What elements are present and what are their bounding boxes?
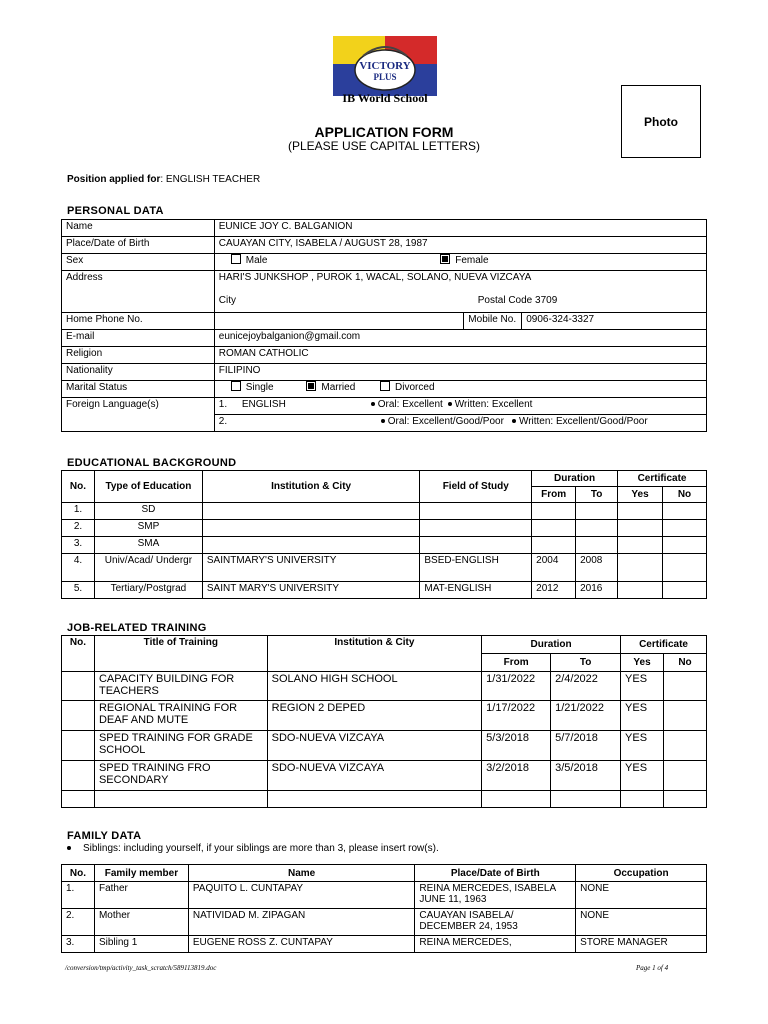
train-institution[interactable]: SDO-NUEVA VIZCAYA [267, 761, 481, 791]
position-value: : ENGLISH TEACHER [160, 174, 261, 185]
lang1-number: 1. [218, 399, 228, 410]
edu-type: Univ/Acad/ Undergr [94, 554, 202, 582]
train-to[interactable]: 2/4/2022 [551, 672, 621, 701]
edu-yes[interactable] [618, 582, 663, 599]
family-heading: FAMILY DATA [67, 830, 142, 842]
sex-label: Sex [62, 254, 215, 271]
lang1-oral: Oral: Excellent [377, 399, 443, 410]
train-col-duration: Duration [482, 636, 621, 654]
table-row [62, 537, 707, 554]
lang2-number: 2. [218, 416, 228, 427]
edu-from[interactable]: 2004 [532, 554, 576, 582]
male-option: Male [245, 255, 268, 266]
train-from[interactable]: 1/17/2022 [482, 701, 551, 731]
train-col-no2: No [664, 654, 707, 672]
train-col-yes: Yes [621, 654, 664, 672]
fam-name[interactable]: PAQUITO L. CUNTAPAY [188, 882, 415, 909]
train-institution[interactable] [267, 791, 481, 808]
train-no-cert[interactable] [664, 672, 707, 701]
education-table [61, 470, 707, 599]
lang2-oral: Oral: Excellent/Good/Poor [387, 416, 504, 427]
form-subtitle: (PLEASE USE CAPITAL LETTERS) [287, 139, 481, 153]
edu-col-no: No. [62, 471, 95, 503]
pob-value[interactable]: CAUAYAN CITY, ISABELA / AUGUST 28, 1987 [214, 237, 706, 254]
edu-no: 4. [62, 554, 95, 582]
edu-no: 5. [62, 582, 95, 599]
male-checkbox[interactable] [231, 254, 241, 264]
table-row [62, 701, 707, 731]
mobile-value[interactable]: 0906-324-3327 [522, 313, 707, 330]
train-col-title: Title of Training [94, 636, 267, 672]
edu-field[interactable] [420, 520, 532, 537]
footer-page: Page 1 of 4 [636, 964, 669, 972]
edu-institution[interactable] [202, 520, 419, 537]
language-1[interactable] [214, 398, 706, 415]
edu-col-no2: No [662, 487, 706, 503]
family-note [67, 843, 439, 854]
edu-from[interactable] [532, 520, 576, 537]
family-table [61, 864, 707, 953]
table-row [62, 503, 707, 520]
address-cell[interactable] [214, 271, 706, 313]
edu-no-cert[interactable] [662, 537, 706, 554]
train-no [62, 791, 95, 808]
home-phone-label: Home Phone No. [62, 313, 215, 330]
fam-member: Father [94, 882, 188, 909]
edu-col-field: Field of Study [420, 471, 532, 503]
edu-from[interactable]: 2012 [532, 582, 576, 599]
language-label: Foreign Language(s) [62, 398, 215, 432]
edu-institution[interactable]: SAINTMARY'S UNIVERSITY [202, 554, 419, 582]
edu-type: SMP [94, 520, 202, 537]
table-row [62, 672, 707, 701]
education-heading: EDUCATIONAL BACKGROUND [67, 457, 237, 469]
edu-institution[interactable] [202, 503, 419, 520]
train-col-certificate: Certificate [621, 636, 707, 654]
table-row [62, 520, 707, 537]
fam-col-member: Family member [94, 865, 188, 882]
train-no [62, 761, 95, 791]
school-name: IB World School [342, 91, 428, 105]
train-no [62, 672, 95, 701]
address-label: Address [62, 271, 215, 313]
train-institution[interactable]: SOLANO HIGH SCHOOL [267, 672, 481, 701]
edu-to[interactable] [576, 520, 618, 537]
train-yes[interactable] [621, 791, 664, 808]
fam-pob[interactable]: REINA MERCEDES, ISABELA JUNE 11, 1963 [415, 882, 576, 909]
train-yes[interactable]: YES [621, 672, 664, 701]
edu-from[interactable] [532, 503, 576, 520]
edu-col-yes: Yes [618, 487, 663, 503]
edu-yes[interactable] [618, 554, 663, 582]
family-note-text: Siblings: including yourself, if your siblings are more than 3, please insert row(s). [83, 843, 439, 854]
lang2-written: Written: Excellent/Good/Poor [518, 416, 648, 427]
mobile-label: Mobile No. [464, 313, 522, 330]
edu-no: 3. [62, 537, 95, 554]
edu-col-certificate: Certificate [618, 471, 707, 487]
train-from[interactable]: 3/2/2018 [482, 761, 551, 791]
edu-no-cert[interactable] [662, 582, 706, 599]
name-label: Name [62, 220, 215, 237]
train-to[interactable]: 5/7/2018 [551, 731, 621, 761]
table-row [62, 582, 707, 599]
edu-yes[interactable] [618, 537, 663, 554]
train-title[interactable]: SPED TRAINING FOR GRADE SCHOOL [94, 731, 267, 761]
form-title: APPLICATION FORM [314, 124, 454, 140]
train-institution[interactable]: SDO-NUEVA VIZCAYA [267, 731, 481, 761]
train-no [62, 701, 95, 731]
fam-col-pob: Place/Date of Birth [415, 865, 576, 882]
edu-no: 2. [62, 520, 95, 537]
lang1-written: Written: Excellent [454, 399, 533, 410]
edu-yes[interactable] [618, 520, 663, 537]
footer-path: /conversion/tmp/activity_task_scratch/589113819.doc [65, 964, 217, 972]
fam-no: 1. [62, 882, 95, 909]
train-institution[interactable]: REGION 2 DEPED [267, 701, 481, 731]
train-col-to: To [551, 654, 621, 672]
personal-data-table [61, 219, 707, 432]
lang1-value: ENGLISH [241, 399, 286, 410]
fam-name[interactable]: EUGENE ROSS Z. CUNTAPAY [188, 936, 415, 953]
edu-type: SD [94, 503, 202, 520]
table-row [62, 882, 707, 909]
train-col-from: From [482, 654, 551, 672]
table-row [62, 554, 707, 582]
fam-occupation[interactable]: NONE [576, 882, 707, 909]
married-checkbox[interactable] [306, 381, 316, 391]
train-from[interactable]: 1/31/2022 [482, 672, 551, 701]
train-col-institution: Institution & City [267, 636, 481, 672]
female-checkbox[interactable] [440, 254, 450, 264]
edu-field[interactable]: MAT-ENGLISH [420, 582, 532, 599]
home-phone-value[interactable] [214, 313, 464, 330]
train-to[interactable]: 1/21/2022 [551, 701, 621, 731]
nationality-value[interactable]: FILIPINO [214, 364, 706, 381]
edu-no-cert[interactable] [662, 554, 706, 582]
table-row [62, 731, 707, 761]
edu-yes[interactable] [618, 503, 663, 520]
train-no-cert[interactable] [664, 731, 707, 761]
marital-label: Marital Status [62, 381, 215, 398]
edu-field[interactable] [420, 503, 532, 520]
edu-col-type: Type of Education [94, 471, 202, 503]
single-checkbox[interactable] [231, 381, 241, 391]
fam-pob[interactable]: REINA MERCEDES, [415, 936, 576, 953]
edu-type: SMA [94, 537, 202, 554]
fam-pob[interactable]: CAUAYAN ISABELA/ DECEMBER 24, 1953 [415, 909, 576, 936]
edu-type: Tertiary/Postgrad [94, 582, 202, 599]
train-title[interactable]: CAPACITY BUILDING FOR TEACHERS [94, 672, 267, 701]
table-row [62, 791, 707, 808]
train-yes[interactable]: YES [621, 731, 664, 761]
position-label: Position applied for [67, 174, 161, 185]
address-value: HARI'S JUNKSHOP , PUROK 1, WACAL, SOLANO, NUEVA VIZCAYA [218, 272, 532, 283]
sex-options [214, 254, 706, 271]
divorced-checkbox[interactable] [380, 381, 390, 391]
train-title[interactable]: REGIONAL TRAINING FOR DEAF AND MUTE [94, 701, 267, 731]
edu-from[interactable] [532, 537, 576, 554]
personal-data-heading: PERSONAL DATA [67, 205, 164, 217]
fam-member: Mother [94, 909, 188, 936]
fam-occupation[interactable]: STORE MANAGER [576, 936, 707, 953]
female-option: Female [455, 255, 489, 266]
train-yes[interactable]: YES [621, 761, 664, 791]
name-value[interactable]: EUNICE JOY C. BALGANION [214, 220, 706, 237]
fam-member: Sibling 1 [94, 936, 188, 953]
train-to[interactable] [551, 791, 621, 808]
training-heading: JOB-RELATED TRAINING [67, 622, 207, 634]
language-2[interactable] [214, 415, 706, 432]
train-no-cert[interactable] [664, 761, 707, 791]
edu-institution[interactable] [202, 537, 419, 554]
edu-to[interactable]: 2008 [576, 554, 618, 582]
train-from[interactable]: 5/3/2018 [482, 731, 551, 761]
single-option: Single [245, 382, 274, 393]
edu-col-institution: Institution & City [202, 471, 419, 503]
edu-to[interactable] [576, 503, 618, 520]
edu-to[interactable]: 2016 [576, 582, 618, 599]
pob-label: Place/Date of Birth [62, 237, 215, 254]
fam-occupation[interactable]: NONE [576, 909, 707, 936]
training-table [61, 635, 707, 808]
marital-options [214, 381, 706, 398]
divorced-option: Divorced [395, 382, 435, 393]
train-title[interactable]: SPED TRAINING FRO SECONDARY [94, 761, 267, 791]
fam-col-no: No. [62, 865, 95, 882]
edu-col-duration: Duration [532, 471, 618, 487]
train-no-cert[interactable] [664, 791, 707, 808]
logo-brand: VICTORY [359, 60, 411, 72]
table-row [62, 936, 707, 953]
email-label: E-mail [62, 330, 215, 347]
religion-label: Religion [62, 347, 215, 364]
train-title[interactable] [94, 791, 267, 808]
fam-col-occupation: Occupation [576, 865, 707, 882]
edu-no-cert[interactable] [662, 503, 706, 520]
train-to[interactable]: 3/5/2018 [551, 761, 621, 791]
fam-no: 2. [62, 909, 95, 936]
edu-institution[interactable]: SAINT MARY'S UNIVERSITY [202, 582, 419, 599]
table-row [62, 909, 707, 936]
table-row [62, 761, 707, 791]
svg-text:PLUS: PLUS [373, 72, 397, 82]
edu-to[interactable] [576, 537, 618, 554]
fam-no: 3. [62, 936, 95, 953]
email-value[interactable]: eunicejoybalganion@gmail.com [214, 330, 706, 347]
train-no-cert[interactable] [664, 701, 707, 731]
edu-col-from: From [532, 487, 576, 503]
edu-field[interactable]: BSED-ENGLISH [420, 554, 532, 582]
fam-col-name: Name [188, 865, 415, 882]
edu-field[interactable] [420, 537, 532, 554]
nationality-label: Nationality [62, 364, 215, 381]
city-label: City [218, 295, 236, 306]
position-applied [67, 174, 260, 185]
train-from[interactable] [482, 791, 551, 808]
photo-label: Photo [644, 115, 678, 129]
religion-value[interactable]: ROMAN CATHOLIC [214, 347, 706, 364]
edu-col-to: To [576, 487, 618, 503]
train-yes[interactable]: YES [621, 701, 664, 731]
postal-code: Postal Code 3709 [477, 295, 558, 306]
edu-no: 1. [62, 503, 95, 520]
fam-name[interactable]: NATIVIDAD M. ZIPAGAN [188, 909, 415, 936]
train-no [62, 731, 95, 761]
married-option: Married [321, 382, 356, 393]
edu-no-cert[interactable] [662, 520, 706, 537]
train-col-no: No. [62, 636, 95, 672]
